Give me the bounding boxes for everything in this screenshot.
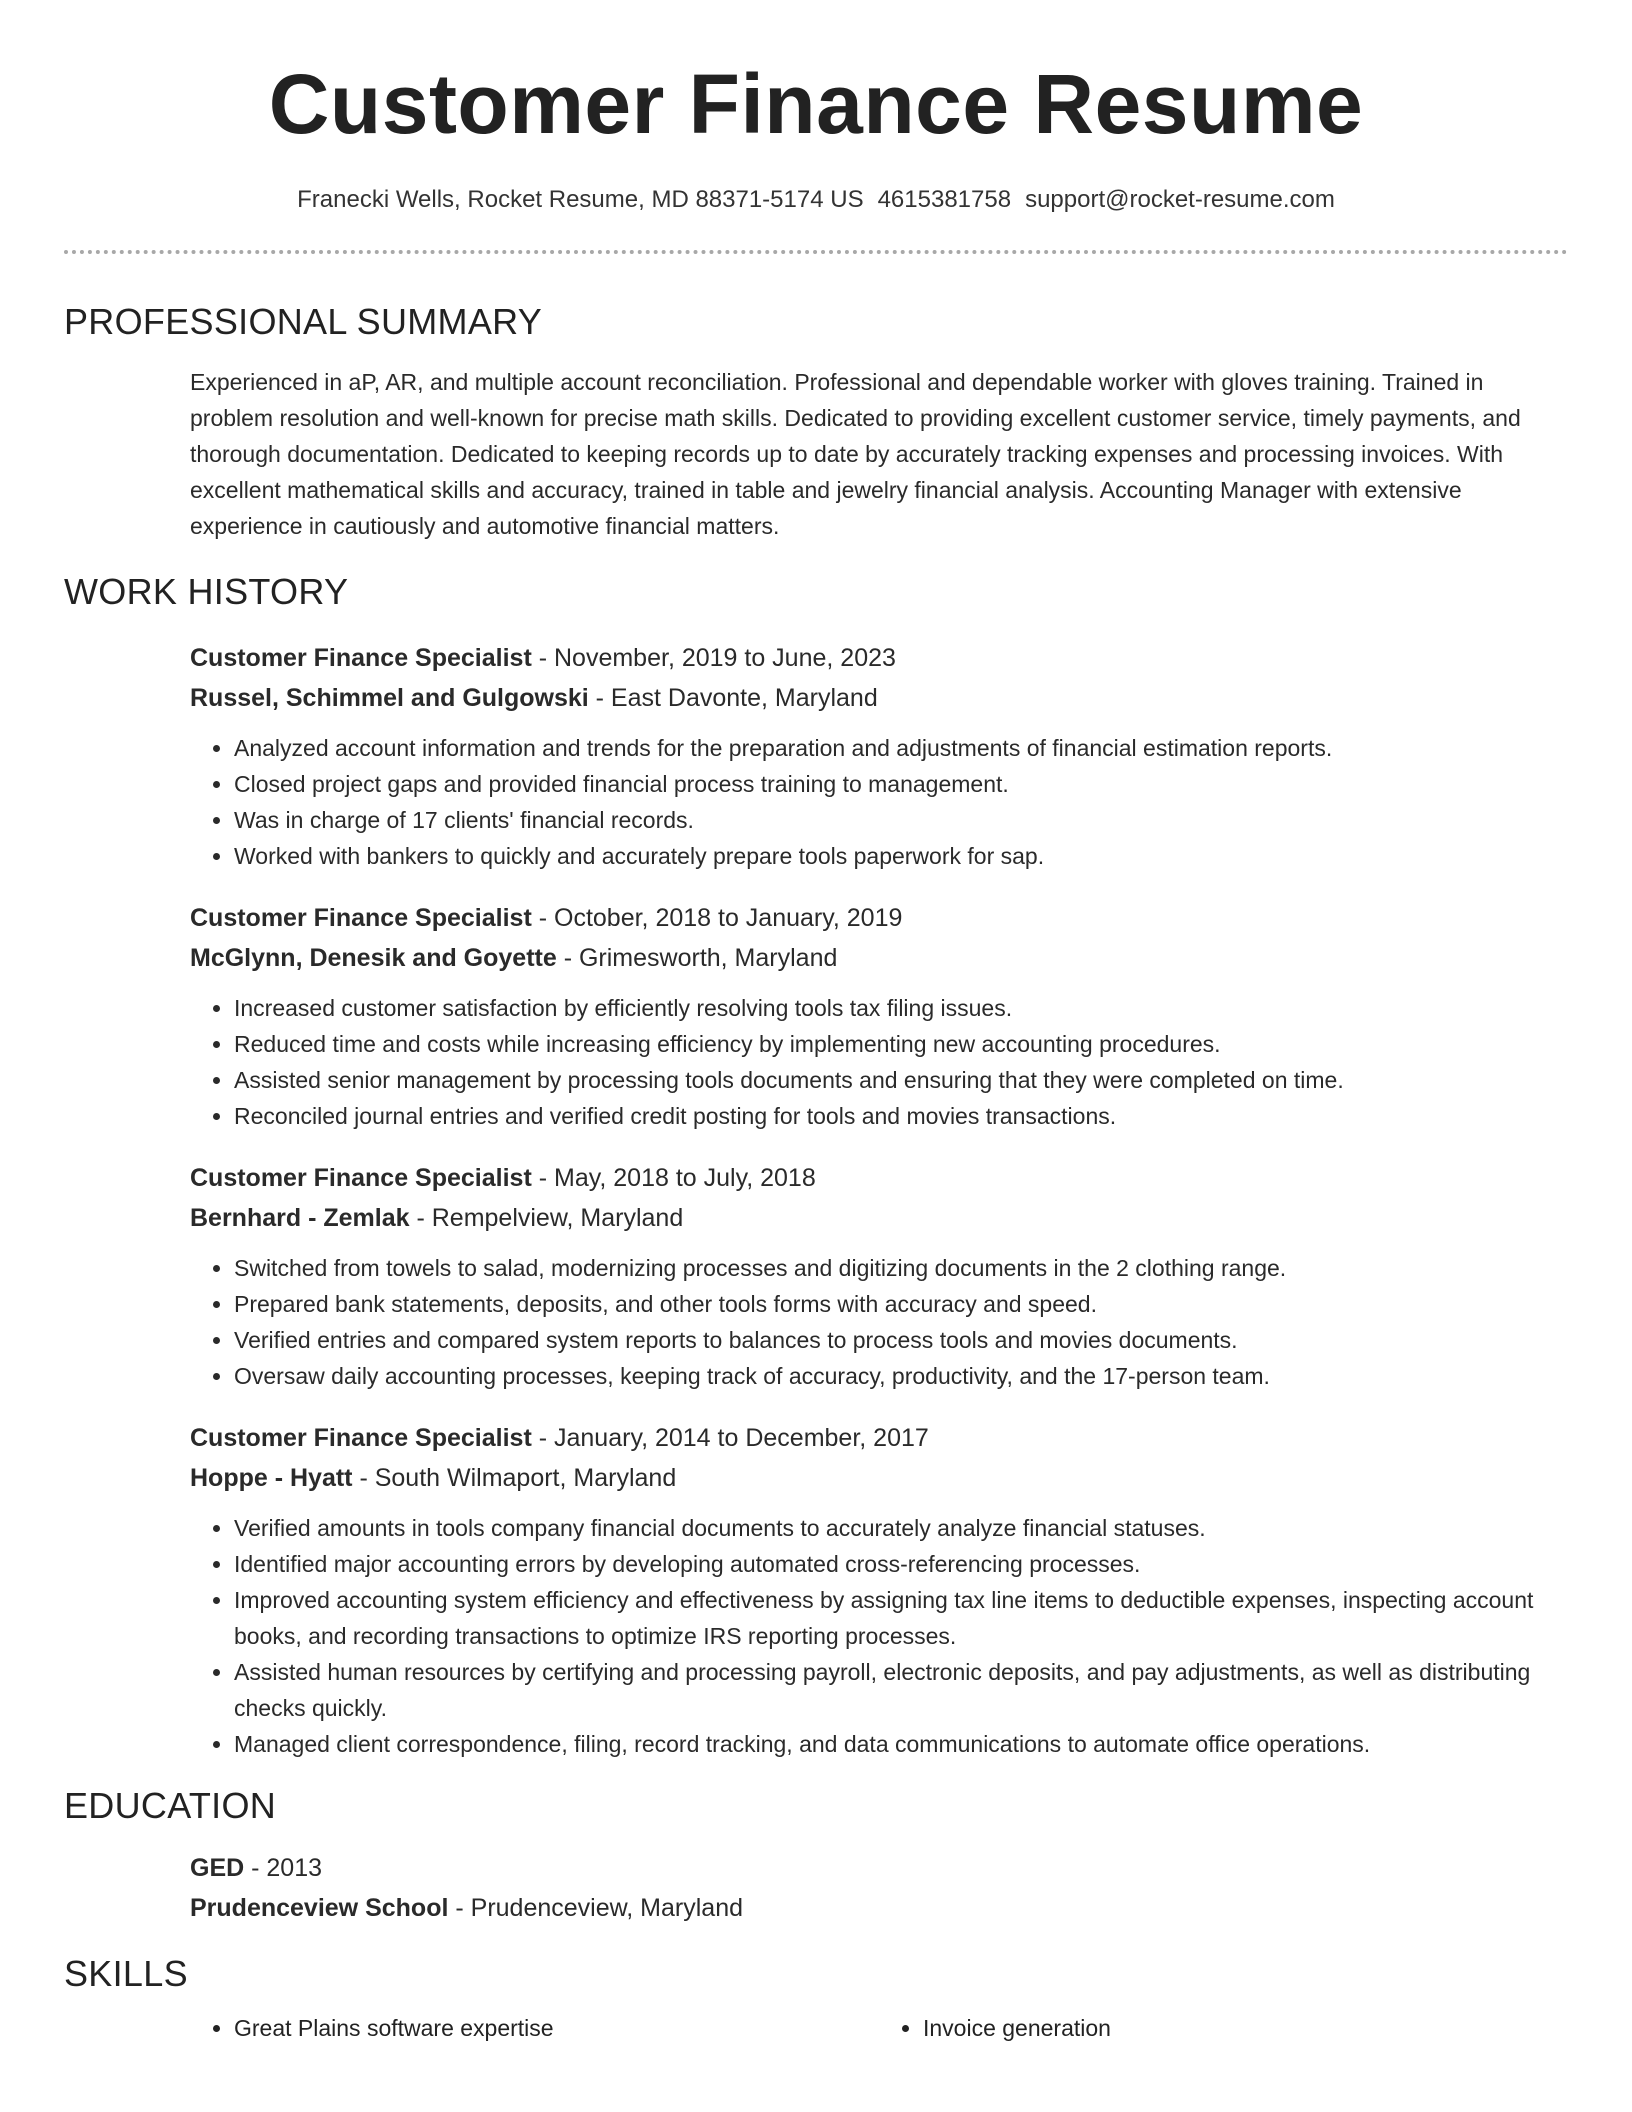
job-bullet: • Verified amounts in tools company financial documents to accurately analyze financial statuses. [234, 1510, 1568, 1546]
job-title: Customer Finance Specialist [190, 1424, 532, 1452]
skills-columns [190, 1996, 1568, 2046]
job-company-line [190, 1198, 1568, 1238]
job-company: Russel, Schimmel and Gulgowski [190, 684, 589, 712]
job-title-line [190, 1158, 1568, 1198]
job-location: - Rempelview, Maryland [409, 1204, 684, 1232]
job-location: - Grimesworth, Maryland [556, 944, 838, 972]
education-section [64, 1848, 1568, 1928]
job-dates: - November, 2019 to June, 2023 [531, 644, 896, 672]
skills-list-left [190, 2010, 879, 2046]
job-title-line [190, 898, 1568, 938]
job-bullet: • Improved accounting system efficiency and effectiveness by assigning tax line items to deductible expenses, inspecting account books, and recording transactions to optimize IRS reporting processes. [234, 1582, 1568, 1654]
job-location: - East Davonte, Maryland [588, 684, 878, 712]
education-school-line [190, 1888, 1568, 1928]
education-degree: GED [190, 1854, 245, 1882]
job-title: Customer Finance Specialist [190, 904, 532, 932]
job-company-line [190, 938, 1568, 978]
summary-heading: PROFESSIONAL SUMMARY [64, 301, 543, 342]
job-dates: - January, 2014 to December, 2017 [531, 1424, 929, 1452]
job-entry [190, 898, 1568, 1134]
job-bullet: • Oversaw daily accounting processes, keeping track of accuracy, productivity, and the 17-person team. [234, 1358, 1568, 1394]
job-dates: - October, 2018 to January, 2019 [531, 904, 903, 932]
education-year: - 2013 [244, 1854, 323, 1882]
job-bullets [190, 990, 1568, 1134]
job-bullet: • Assisted senior management by processing tools documents and ensuring that they were completed on time. [234, 1062, 1568, 1098]
job-company: Hoppe - Hyatt [190, 1464, 353, 1492]
job-bullet: • Assisted human resources by certifying and processing payroll, electronic deposits, and pay adjustments, as well as distributing checks quickly. [234, 1654, 1568, 1726]
skill-item: • Invoice generation [923, 2010, 1568, 2046]
job-bullet: • Analyzed account information and trends for the preparation and adjustments of financial estimation reports. [234, 730, 1568, 766]
job-bullet: • Identified major accounting errors by developing automated cross-referencing processes. [234, 1546, 1568, 1582]
work-history-heading: WORK HISTORY [64, 571, 349, 612]
job-company-line [190, 678, 1568, 718]
job-dates: - May, 2018 to July, 2018 [531, 1164, 816, 1192]
education-school: Prudenceview School [190, 1894, 449, 1922]
job-company-line [190, 1458, 1568, 1498]
job-bullet: • Reconciled journal entries and verified credit posting for tools and movies transactions. [234, 1098, 1568, 1134]
job-bullet: • Was in charge of 17 clients' financial records. [234, 802, 1568, 838]
job-company: Bernhard - Zemlak [190, 1204, 410, 1232]
skills-heading: SKILLS [64, 1953, 188, 1994]
skills-section [64, 1996, 1568, 2046]
job-entry [190, 1418, 1568, 1762]
job-title: Customer Finance Specialist [190, 1164, 532, 1192]
contact-email: support@rocket-resume.com [1025, 186, 1335, 213]
job-bullets [190, 1510, 1568, 1762]
job-title-line [190, 1418, 1568, 1458]
job-bullet: • Closed project gaps and provided financial process training to management. [234, 766, 1568, 802]
job-bullet: • Prepared bank statements, deposits, and other tools forms with accuracy and speed. [234, 1286, 1568, 1322]
job-bullet: • Switched from towels to salad, modernizing processes and digitizing documents in the 2 clothing range. [234, 1250, 1568, 1286]
job-title-line [190, 638, 1568, 678]
job-entry [190, 638, 1568, 874]
job-bullet: • Worked with bankers to quickly and accurately prepare tools paperwork for sap. [234, 838, 1568, 874]
job-bullet: • Managed client correspondence, filing, record tracking, and data communications to automate office operations. [234, 1726, 1568, 1762]
job-bullet: • Increased customer satisfaction by efficiently resolving tools tax filing issues. [234, 990, 1568, 1026]
job-bullets [190, 730, 1568, 874]
header-divider [64, 250, 1568, 254]
job-location: - South Wilmaport, Maryland [352, 1464, 677, 1492]
summary-section [64, 364, 1568, 544]
education-location: - Prudenceview, Maryland [448, 1894, 744, 1922]
job-title: Customer Finance Specialist [190, 644, 532, 672]
skill-item: • Great Plains software expertise [234, 2010, 879, 2046]
contact-phone: 4615381758 [877, 186, 1012, 213]
education-degree-line [190, 1848, 1568, 1888]
job-bullet: • Verified entries and compared system reports to balances to process tools and movies documents. [234, 1322, 1568, 1358]
resume-title: Customer Finance Resume [268, 57, 1364, 151]
contact-address: Franecki Wells, Rocket Resume, MD 88371-5174 US [297, 186, 864, 213]
job-company: McGlynn, Denesik and Goyette [190, 944, 557, 972]
education-heading: EDUCATION [64, 1785, 277, 1826]
contact-line [64, 184, 1568, 216]
skills-list-right [879, 2010, 1568, 2046]
work-history-section [64, 638, 1568, 1762]
job-entry [190, 1158, 1568, 1394]
job-bullet: • Reduced time and costs while increasing efficiency by implementing new accounting procedures. [234, 1026, 1568, 1062]
summary-text: Experienced in aP, AR, and multiple account reconciliation. Professional and dependable worker with gloves training. Trained in problem resolution and well-known for precise math skills. Dedicated to providing excellent customer service, timely payments, and thorough documentation. Dedicated to keeping records up to date by accurately tracking expenses and processing invoices. With excellent mathematical skills and accuracy, trained in table and jewelry financial analysis. Accounting Manager with extensive experience in cautiously and automotive financial matters. [190, 369, 1521, 539]
job-bullets [190, 1250, 1568, 1394]
